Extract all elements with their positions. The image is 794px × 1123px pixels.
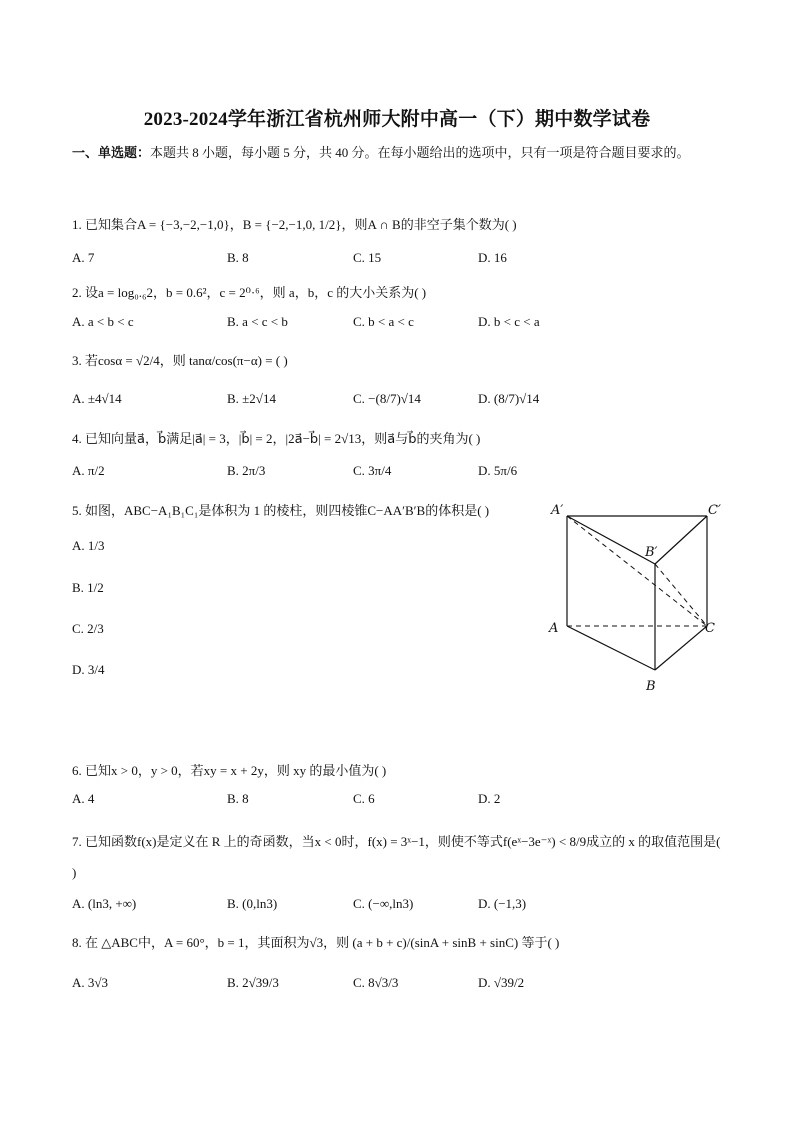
option-a[interactable]: A. a < b < c <box>72 314 134 329</box>
option-d[interactable]: D. 2 <box>478 791 501 806</box>
option-c[interactable]: C. (−∞,ln3) <box>353 896 414 911</box>
section-text: 本题共 8 小题，每小题 5 分，共 40 分。在每小题给出的选项中，只有一项是符合题目要求的。 <box>150 145 690 160</box>
label-a-prime: A′ <box>551 503 564 518</box>
option-c[interactable]: C. 8√3/3 <box>353 975 399 990</box>
question-1-stem: 1. 已知集合A = {−3,−2,−1,0}，B = {−2,−1,0, 1/2}，则A ∩ B的非空子集个数为( ) <box>72 217 517 232</box>
option-c[interactable]: C. 2/3 <box>72 621 104 636</box>
option-a[interactable]: A. π/2 <box>72 463 105 478</box>
option-d[interactable]: D. (−1,3) <box>478 896 527 911</box>
option-c[interactable]: C. 15 <box>353 250 382 265</box>
option-a[interactable]: A. 7 <box>72 250 95 265</box>
option-a[interactable]: A. ±4√14 <box>72 391 122 406</box>
option-c[interactable]: C. −(8/7)√14 <box>353 391 421 406</box>
option-d[interactable]: D. √39/2 <box>478 975 525 990</box>
label-a: A <box>549 621 559 636</box>
option-d[interactable]: D. 5π/6 <box>478 463 518 478</box>
question-3-stem: 3. 若cosα = √2/4，则 tanα/cos(π−α) = ( ) <box>72 353 288 368</box>
question-6-stem: 6. 已知x > 0，y > 0，若xy = x + 2y，则 xy 的最小值为( ) <box>72 763 387 778</box>
label-c-prime: C′ <box>708 503 721 518</box>
edge-b1-c1 <box>655 516 707 564</box>
option-d[interactable]: D. b < c < a <box>478 314 540 329</box>
option-a[interactable]: A. 1/3 <box>72 538 105 553</box>
option-b[interactable]: B. ±2√14 <box>227 391 276 406</box>
option-d[interactable]: D. 16 <box>478 250 507 265</box>
label-b-prime: B′ <box>645 545 658 560</box>
option-b[interactable]: B. 1/2 <box>72 580 104 595</box>
prism-figure <box>545 498 745 698</box>
label-b: B <box>646 679 656 694</box>
option-b[interactable]: B. 8 <box>227 250 249 265</box>
option-a[interactable]: A. 3√3 <box>72 975 109 990</box>
edge-b-c <box>655 626 707 670</box>
option-b[interactable]: B. a < c < b <box>227 314 288 329</box>
option-c[interactable]: C. b < a < c <box>353 314 414 329</box>
hidden-diagonal-a1-c <box>567 516 707 626</box>
option-b[interactable]: B. 2√39/3 <box>227 975 279 990</box>
label-c: C <box>705 621 715 636</box>
option-d[interactable]: D. 3/4 <box>72 662 105 677</box>
question-5-stem: 5. 如图，ABC−A₁B₁C₁是体积为 1 的棱柱，则四棱锥C−AA′B′B的体积是( ) <box>72 503 490 518</box>
option-b[interactable]: B. 8 <box>227 791 249 806</box>
question-4-stem: 4. 已知向量a⃗，b⃗满足|a⃗| = 3，|b⃗| = 2，|2a⃗−b⃗| = 2√13，则a⃗与b⃗的夹角为( ) <box>72 431 481 446</box>
question-2-stem: 2. 设a = log₀.₆2，b = 0.6²，c = 2⁰·⁶，则 a，b，c 的大小关系为( ) <box>72 285 427 300</box>
hidden-diagonal-b1-c <box>655 564 707 626</box>
option-a[interactable]: A. (ln3, +∞) <box>72 896 137 911</box>
section-instructions <box>72 137 732 169</box>
question-8-stem: 8. 在 △ABC中，A = 60°，b = 1，其面积为√3，则 (a + b + c)/(sinA + sinB + sinC) 等于( ) <box>72 935 560 950</box>
question-7-stem: 7. 已知函数f(x)是定义在 R 上的奇函数，当x < 0时，f(x) = 3ˣ−1，则使不等式f(eˣ−3e⁻ˣ) < 8/9成立的 x 的取值范围是( ) <box>72 834 721 880</box>
edge-a-b <box>567 626 655 670</box>
option-b[interactable]: B. (0,ln3) <box>227 896 278 911</box>
option-d[interactable]: D. (8/7)√14 <box>478 391 540 406</box>
option-c[interactable]: C. 3π/4 <box>353 463 392 478</box>
page-title: 2023-2024学年浙江省杭州师大附中高一（下）期中数学试卷 <box>143 109 651 130</box>
option-b[interactable]: B. 2π/3 <box>227 463 266 478</box>
edge-a1-b1 <box>567 516 655 564</box>
section-prefix: 一、单选题： <box>72 145 151 160</box>
option-a[interactable]: A. 4 <box>72 791 95 806</box>
option-c[interactable]: C. 6 <box>353 791 375 806</box>
